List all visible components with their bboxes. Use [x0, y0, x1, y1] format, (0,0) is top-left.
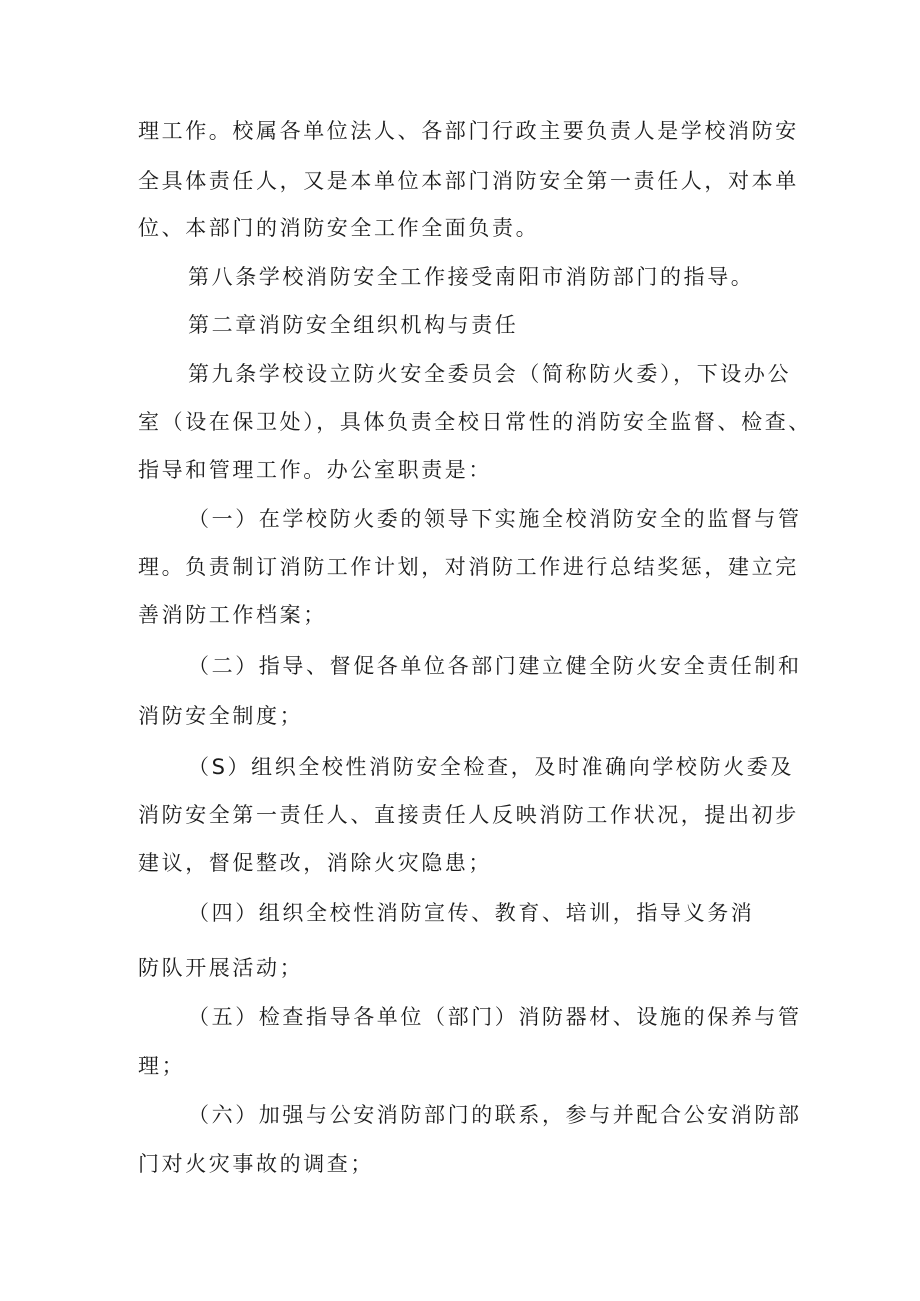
text-line: 理工作。校属各单位法人、各部门行政主要负责人是学校消防安: [138, 119, 799, 143]
text-line: 理；: [138, 1054, 186, 1078]
text-line: 位、本部门的消防安全工作全面负责。: [138, 216, 540, 240]
text-line: 门对火灾事故的调查；: [138, 1152, 374, 1176]
text-line: （一）在学校防火委的领导下实施全校消防安全的监督与管: [188, 507, 802, 531]
text-line: （S）组织全校性消防安全检查，及时准确向学校防火委及: [188, 755, 794, 779]
text-line: （四）组织全校性消防宣传、教育、培训，指导义务消: [188, 901, 755, 925]
text-line: 防队开展活动；: [138, 956, 304, 980]
text-line: 消防安全制度；: [138, 704, 304, 728]
text-line: 室（设在保卫处），具体负责全校日常性的消防安全监督、检查、: [138, 410, 812, 434]
text-line: 第八条学校消防安全工作接受南阳市消防部门的指导。: [188, 265, 755, 289]
text-line: 建议，督促整改，消除火灾隐患；: [138, 851, 492, 875]
text-line: 第二章消防安全组织机构与责任: [188, 313, 519, 337]
text-line: 消防安全第一责任人、直接责任人反映消防工作状况，提出初步: [138, 803, 799, 827]
text-line: （二）指导、督促各单位各部门建立健全防火安全责任制和: [188, 654, 802, 678]
text-line: （六）加强与公安消防部门的联系，参与并配合公安消防部: [188, 1103, 802, 1127]
text-line: 第九条学校设立防火安全委员会（简称防火委），下设办公: [188, 362, 792, 386]
text-line: 理。负责制订消防工作计划，对消防工作进行总结奖惩，建立完: [138, 555, 799, 579]
text-line: 指导和管理工作。办公室职责是：: [138, 458, 492, 482]
text-line: （五）检查指导各单位（部门）消防器材、设施的保养与管: [188, 1005, 802, 1029]
text-line: 全具体责任人，又是本单位本部门消防安全第一责任人，对本单: [138, 169, 799, 193]
text-line: 善消防工作档案；: [138, 603, 327, 627]
